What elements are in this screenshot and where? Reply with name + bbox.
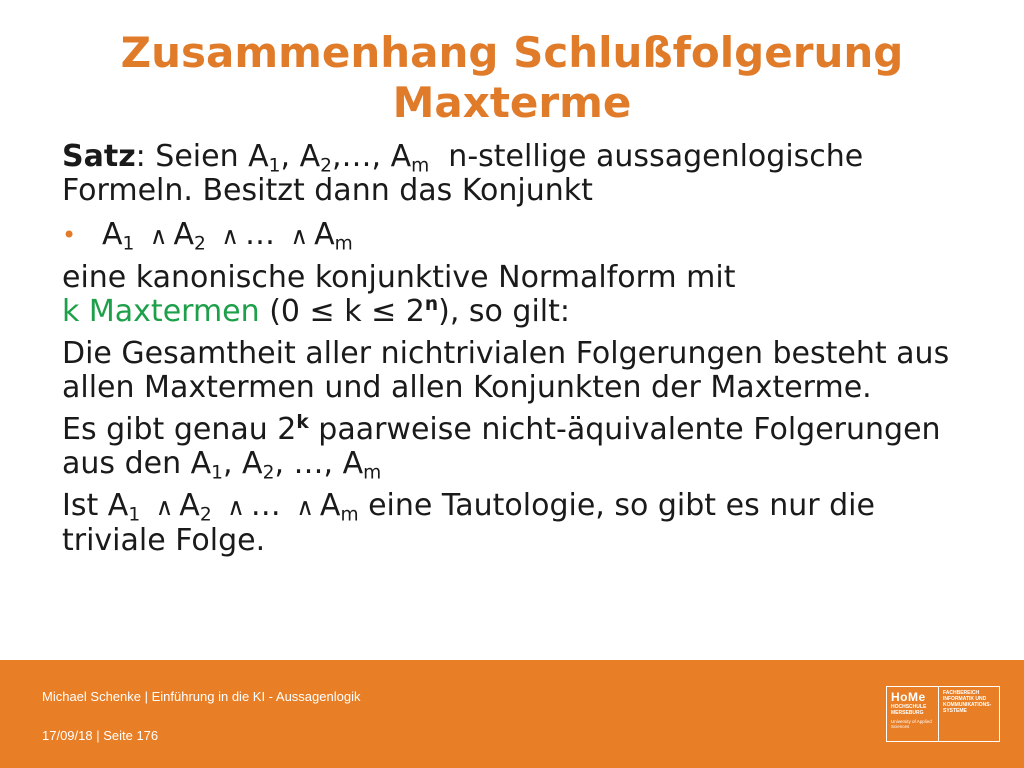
subscript-m: m bbox=[411, 155, 430, 177]
conj-a1: A bbox=[102, 217, 123, 252]
logo-school: HOCHSCHULE MERSEBURG bbox=[891, 704, 927, 716]
normalform-paragraph bbox=[62, 261, 982, 329]
subscript-2: 2 bbox=[320, 155, 332, 177]
superscript-n: n bbox=[424, 293, 439, 315]
bullet-icon: • bbox=[62, 221, 77, 249]
maxterm-highlight: k Maxtermen bbox=[62, 294, 260, 329]
slide-title bbox=[40, 28, 984, 128]
es-gibt-b: paarweise nicht-äquivalente Folgerungen aus den A bbox=[62, 412, 941, 481]
conj-am: A bbox=[314, 217, 335, 252]
taut-sub-m: m bbox=[340, 504, 359, 526]
satz-label: Satz bbox=[62, 139, 136, 174]
list-sub-2: 2 bbox=[262, 462, 275, 484]
footer-author: Michael Schenke | Einführung in die KI - Aussagenlogik bbox=[42, 689, 361, 704]
taut-ellipsis: … bbox=[250, 488, 281, 523]
conj-a2: A bbox=[173, 217, 195, 252]
range-close: ), so gilt: bbox=[438, 294, 571, 329]
and-symbol-3: ∧ bbox=[290, 222, 309, 250]
list-comma: , A bbox=[222, 446, 263, 481]
taut-am: A bbox=[319, 488, 341, 523]
comma-a: , A bbox=[280, 139, 321, 174]
conj-sub-2: 2 bbox=[194, 233, 206, 255]
normalform-text: eine kanonische konjunktive Normalform mit bbox=[62, 260, 736, 295]
tautologie-paragraph bbox=[62, 489, 982, 558]
taut-and-1: ∧ bbox=[155, 493, 174, 521]
es-gibt-paragraph bbox=[62, 411, 982, 484]
satz-rest: n-stellige aussagenlogische Formeln. Besitzt dann das Konjunkt bbox=[62, 139, 873, 208]
conj-ellipsis: … bbox=[245, 217, 275, 252]
conj-sub-1: 1 bbox=[122, 233, 135, 255]
logo-name: HoMe bbox=[891, 690, 926, 704]
gesamtheit-paragraph: Die Gesamtheit aller nichtrivialen Folgerungen besteht aus allen Maxtermen und allen Konjunkten der Maxterme. bbox=[62, 336, 950, 405]
subscript-1: 1 bbox=[268, 155, 281, 177]
logo-home-block bbox=[887, 687, 939, 741]
slide-body bbox=[62, 140, 982, 558]
conjunct-bullet bbox=[62, 218, 982, 253]
conj-sub-m: m bbox=[334, 233, 353, 255]
taut-a2: A bbox=[179, 488, 200, 523]
taut-sub-2: 2 bbox=[199, 504, 212, 526]
list-ellipsis: , …, A bbox=[274, 446, 364, 481]
and-symbol-2: ∧ bbox=[221, 222, 239, 250]
logo-department: FACHBEREICH INFORMATIK UND KOMMUNIKATIONS-SYSTEME bbox=[943, 690, 992, 714]
tautologie-text: eine Tautologie, so gibt es nur die triviale Folge. bbox=[62, 488, 875, 558]
taut-sub-1: 1 bbox=[128, 504, 141, 526]
logo-applied: University of Applied Sciences bbox=[891, 719, 932, 729]
title-line-1: Zusammenhang Schlußfolgerung bbox=[120, 28, 904, 77]
es-gibt-a: Es gibt genau 2 bbox=[62, 412, 297, 447]
and-symbol-1: ∧ bbox=[149, 222, 168, 250]
title-line-2: Maxterme bbox=[392, 78, 632, 127]
ist-a: Ist A bbox=[62, 488, 129, 523]
footer-bar bbox=[0, 660, 1024, 768]
list-sub-1: 1 bbox=[211, 462, 223, 484]
university-logo bbox=[886, 686, 1000, 742]
satz-paragraph bbox=[62, 140, 982, 208]
satz-intro: : Seien A bbox=[135, 139, 269, 174]
range-open: (0 ≤ k ≤ 2 bbox=[259, 294, 425, 329]
superscript-k: k bbox=[296, 411, 309, 433]
taut-and-2: ∧ bbox=[227, 493, 245, 521]
taut-and-3: ∧ bbox=[296, 493, 314, 521]
list-sub-m: m bbox=[363, 462, 382, 484]
ellipsis-a: ,…, A bbox=[331, 139, 412, 174]
footer-date-page: 17/09/18 | Seite 176 bbox=[42, 728, 159, 743]
